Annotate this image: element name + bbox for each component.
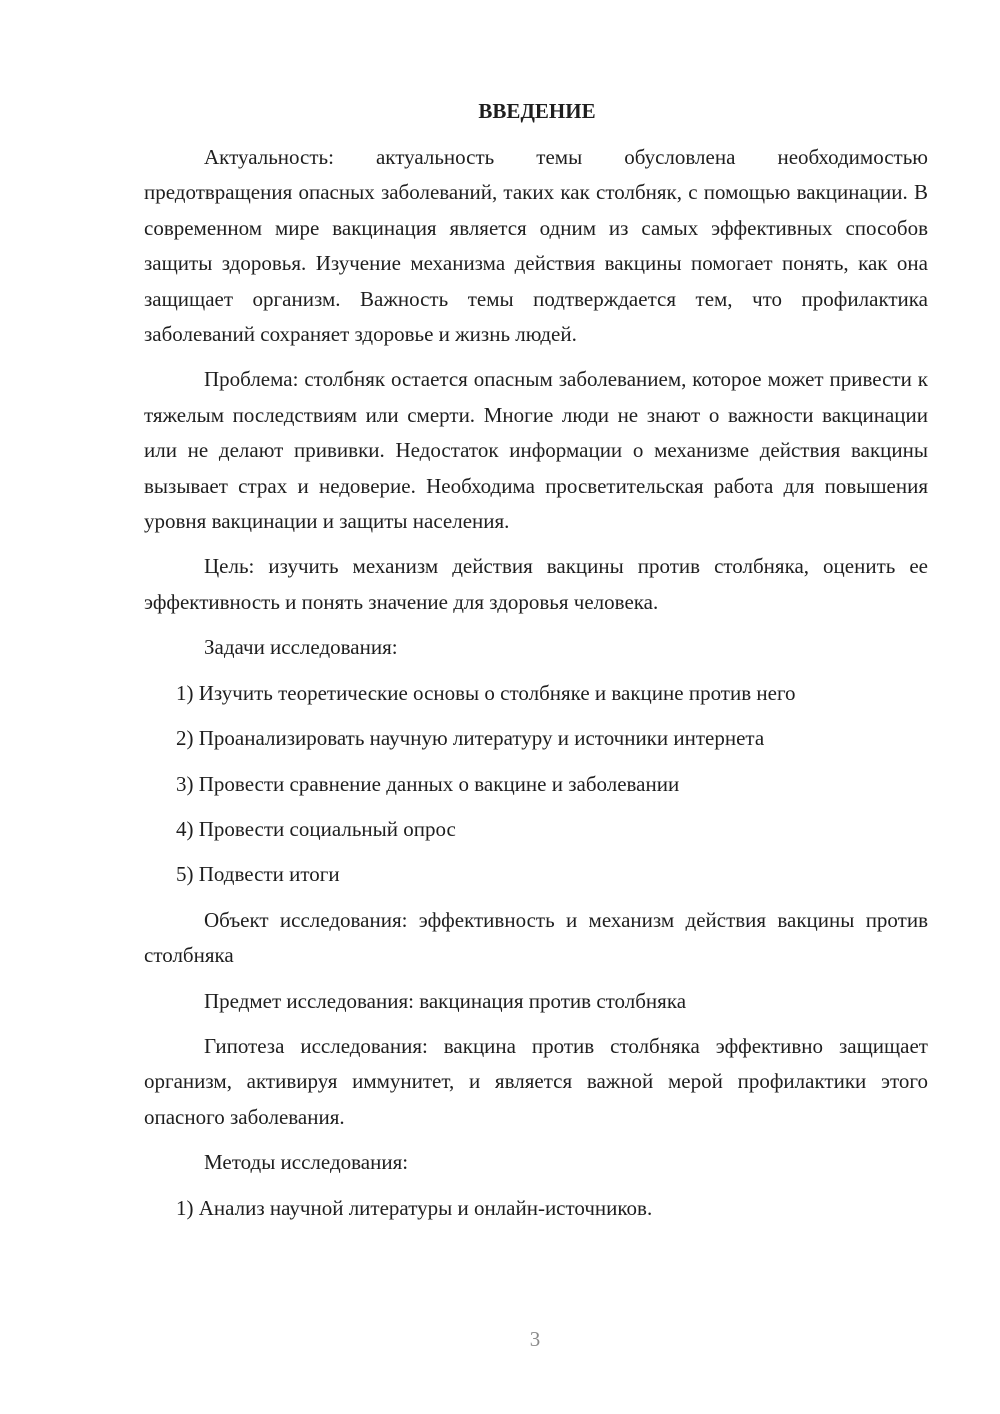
- tasks-list: [144, 676, 928, 893]
- methods-list: [144, 1191, 928, 1226]
- document-page: [144, 96, 928, 1236]
- goal-paragraph: Цель: изучить механизм действия вакцины против столбняка, оценить ее эффективность и понять значение для здоровья человека.: [144, 554, 928, 614]
- problem-paragraph: Проблема: столбняк остается опасным заболеванием, которое может привести к тяжелым последствиям или смерти. Многие люди не знают о важности вакцинации или не делают прививки. Недостаток информации о механизме действия вакцины вызывает страх и недоверие. Необходима просветительская работа для повышения уровня вакцинации и защиты населения.: [144, 367, 928, 534]
- tasks-heading: Задачи исследования:: [204, 635, 398, 660]
- relevance-paragraph: Актуальность: актуальность темы обусловлена необходимостью предотвращения опасных заболеваний, таких как столбняк, с помощью вакцинации. В современном мире вакцинация является одним из самых эффективных способов защиты здоровья. Изучение механизма действия вакцины помогает понять, как она защищает организм. Важность темы подтверждается тем, что профилактика заболеваний сохраняет здоровье и жизнь людей.: [144, 145, 928, 347]
- list-item: 4) Провести социальный опрос: [176, 816, 456, 841]
- list-item: 1) Анализ научной литературы и онлайн-источников.: [176, 1195, 653, 1220]
- list-item: 3) Провести сравнение данных о вакцине и заболевании: [176, 771, 680, 796]
- page-number: 3: [529, 1327, 541, 1351]
- list-item: 1) Изучить теоретические основы о столбняке и вакцине против него: [176, 680, 796, 705]
- list-item: 5) Подвести итоги: [176, 862, 340, 887]
- section-title: ВВЕДЕНИЕ: [478, 99, 596, 123]
- hypothesis-paragraph: Гипотеза исследования: вакцина против столбняка эффективно защищает организм, активируя иммунитет, и является важной мерой профилактики этого опасного заболевания.: [144, 1033, 928, 1129]
- methods-heading: Методы исследования:: [204, 1150, 409, 1175]
- object-paragraph: Объект исследования: эффективность и механизм действия вакцины против столбняка: [144, 907, 928, 968]
- subject-paragraph: Предмет исследования: вакцинация против столбняка: [204, 988, 687, 1013]
- list-item: 2) Проанализировать научную литературу и источники интернета: [176, 726, 765, 751]
